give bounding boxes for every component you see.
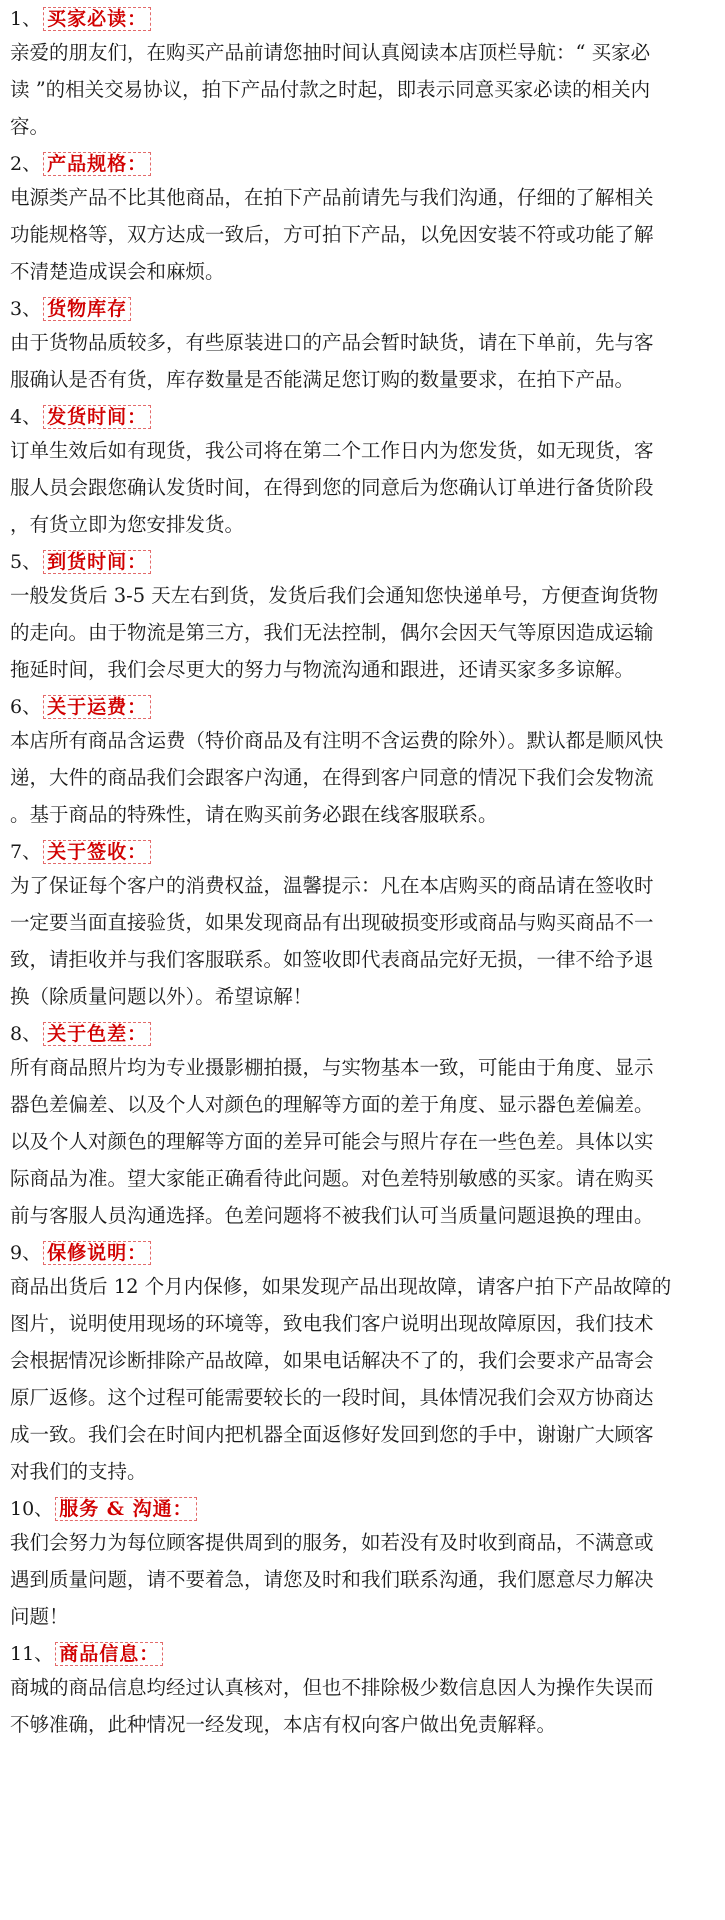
notice-section [10,4,717,145]
section-body [10,34,717,145]
section-heading [10,1238,717,1268]
section-body [10,1669,717,1743]
section-heading [10,149,717,179]
section-number: 8、 [10,1023,42,1045]
section-body-line: 一定要当面直接验货，如果发现商品有出现破损变形或商品与购买商品不一 [10,911,654,934]
section-body-line: 递，大件的商品我们会跟客户沟通，在得到客户同意的情况下我们会发物流 [10,766,654,789]
section-body [10,1524,717,1635]
notice-section [10,837,717,1015]
section-title: 到货时间： [43,550,151,574]
section-title: 产品规格： [43,152,151,176]
section-body [10,179,717,290]
section-body-line: 。基于商品的特殊性，请在购买前务必跟在线客服联系。 [10,803,498,826]
section-body-line: 由于货物品质较多，有些原装进口的产品会暂时缺货，请在下单前，先与客 [10,331,654,354]
section-body-line: 亲爱的朋友们，在购买产品前请您抽时间认真阅读本店顶栏导航：“ 买家必 [10,41,651,64]
section-body-line: 对我们的支持。 [10,1460,147,1483]
section-title: 买家必读： [43,7,151,31]
section-body-line: 我们会努力为每位顾客提供周到的服务，如若没有及时收到商品，不满意或 [10,1531,654,1554]
section-number: 1、 [10,8,42,30]
notice-section [10,149,717,290]
section-heading [10,294,717,324]
section-body-line: 原厂返修。这个过程可能需要较长的一段时间，具体情况我们会双方协商达 [10,1386,654,1409]
section-body-line: 前与客服人员沟通选择。色差问题将不被我们认可当质量问题退换的理由。 [10,1204,654,1227]
section-heading [10,402,717,432]
section-number: 7、 [10,841,42,863]
section-body [10,432,717,543]
section-body-line: 容。 [10,115,50,138]
notice-section [10,692,717,833]
section-body-line: 不够准确，此种情况一经发现，本店有权向客户做出免责解释。 [10,1713,557,1736]
section-heading [10,4,717,34]
section-number: 5、 [10,551,42,573]
notice-section [10,294,717,398]
section-body-line: 器色差偏差、以及个人对颜色的理解等方面的差于角度、显示器色差偏差。 [10,1093,654,1116]
section-number: 6、 [10,696,42,718]
section-title: 关于色差： [43,1022,151,1046]
section-body [10,1049,717,1234]
section-number: 3、 [10,298,42,320]
section-number: 4、 [10,406,42,428]
section-heading [10,1494,717,1524]
section-body-line: 本店所有商品含运费（特价商品及有注明不含运费的除外）。默认都是顺风快 [10,729,664,752]
section-body-line: 读 ”的相关交易协议，拍下产品付款之时起，即表示同意买家必读的相关内 [10,78,651,101]
section-heading [10,547,717,577]
section-body [10,867,717,1015]
section-heading [10,1639,717,1669]
section-title: 关于签收： [43,840,151,864]
section-body-line: 图片，说明使用现场的环境等，致电我们客户说明出现故障原因，我们技术 [10,1312,654,1335]
section-title: 商品信息： [55,1642,163,1666]
section-body-line: 会根据情况诊断排除产品故障，如果电话解决不了的，我们会要求产品寄会 [10,1349,654,1372]
section-title: 保修说明： [43,1241,151,1265]
section-body-line: 商品出货后 12 个月内保修，如果发现产品出现故障，请客户拍下产品故障的 [10,1275,672,1298]
section-body-line: 拖延时间，我们会尽更大的努力与物流沟通和跟进，还请买家多多谅解。 [10,658,635,681]
notice-section [10,547,717,688]
section-body-line: 一般发货后 3-5 天左右到货，发货后我们会通知您快递单号，方便查询货物 [10,584,659,607]
section-number: 10、 [10,1498,54,1520]
section-number: 11、 [10,1643,54,1665]
section-title: 发货时间： [43,405,151,429]
section-body-line: 商城的商品信息均经过认真核对，但也不排除极少数信息因人为操作失误而 [10,1676,654,1699]
section-body-line: 问题！ [10,1605,69,1628]
section-number: 2、 [10,153,42,175]
section-heading [10,692,717,722]
section-heading [10,1019,717,1049]
notice-section [10,1019,717,1234]
section-body-line: 换（除质量问题以外）。希望谅解！ [10,985,313,1008]
section-title: 货物库存 [43,297,131,321]
section-body-line: 服人员会跟您确认发货时间，在得到您的同意后为您确认订单进行备货阶段 [10,476,654,499]
notice-section [10,1639,717,1743]
section-body-line: 所有商品照片均为专业摄影棚拍摄，与实物基本一致，可能由于角度、显示 [10,1056,654,1079]
section-body-line: 为了保证每个客户的消费权益，温馨提示：凡在本店购买的商品请在签收时 [10,874,654,897]
section-body [10,1268,717,1490]
section-body-line: ，有货立即为您安排发货。 [10,513,245,536]
section-body-line: 成一致。我们会在时间内把机器全面返修好发回到您的手中，谢谢广大顾客 [10,1423,654,1446]
section-body-line: 订单生效后如有现货，我公司将在第二个工作日内为您发货，如无现货，客 [10,439,654,462]
section-body-line: 不清楚造成误会和麻烦。 [10,260,225,283]
section-heading [10,837,717,867]
section-body [10,577,717,688]
section-title: 关于运费： [43,695,151,719]
section-number: 9、 [10,1242,42,1264]
section-body-line: 电源类产品不比其他商品，在拍下产品前请先与我们沟通，仔细的了解相关 [10,186,654,209]
section-title: 服务 & 沟通： [55,1497,196,1521]
section-body-line: 际商品为准。望大家能正确看待此问题。对色差特别敏感的买家。请在购买 [10,1167,654,1190]
notice-section [10,402,717,543]
notice-section [10,1238,717,1490]
notice-section [10,1494,717,1635]
section-body-line: 功能规格等，双方达成一致后，方可拍下产品，以免因安装不符或功能了解 [10,223,654,246]
section-body-line: 致，请拒收并与我们客服联系。如签收即代表商品完好无损，一律不给予退 [10,948,654,971]
section-body-line: 遇到质量问题，请不要着急，请您及时和我们联系沟通，我们愿意尽力解决 [10,1568,654,1591]
section-body-line: 以及个人对颜色的理解等方面的差异可能会与照片存在一些色差。具体以实 [10,1130,654,1153]
section-body-line: 服确认是否有货，库存数量是否能满足您订购的数量要求，在拍下产品。 [10,368,635,391]
section-body [10,722,717,833]
section-body [10,324,717,398]
section-body-line: 的走向。由于物流是第三方，我们无法控制，偶尔会因天气等原因造成运输 [10,621,654,644]
